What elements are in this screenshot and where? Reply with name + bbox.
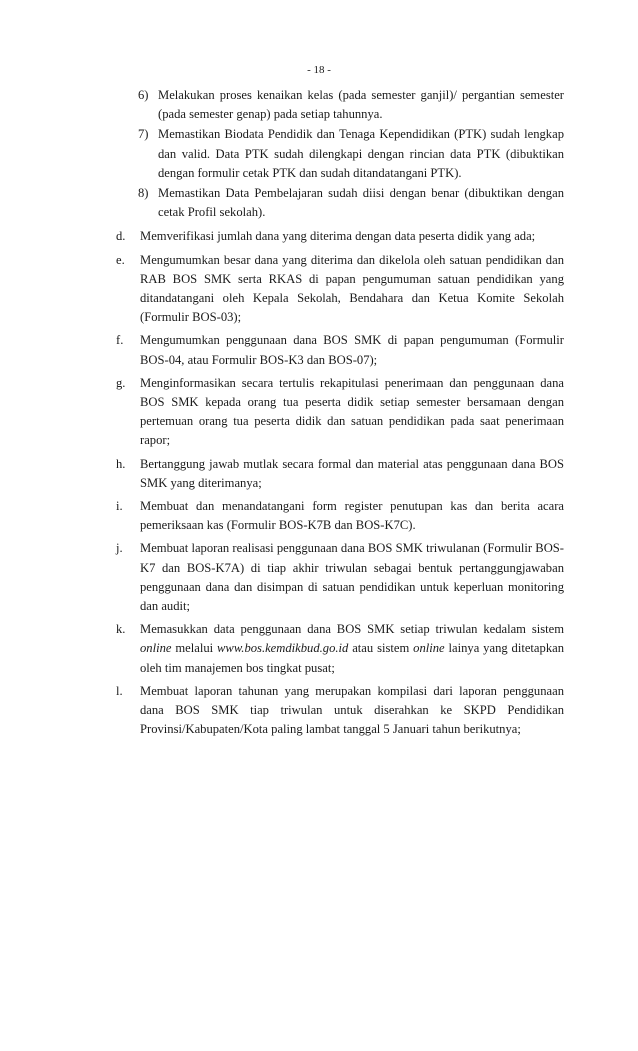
document-body (116, 86, 564, 744)
page-number: - 18 - (307, 64, 331, 76)
list-marker: k. (116, 622, 126, 637)
list-marker: g. (116, 375, 126, 390)
list-item-text: Memverifikasi jumlah dana yang diterima dengan data peserta didik yang ada; (140, 229, 536, 244)
list-item-text: Memastikan Biodata Pendidik dan Tenaga Kependidikan (PTK) sudah lengkap dan valid. Data PTK sudah dilengkapi dengan rincian data PTK (dibuktikan dengan formulir cetak PTK dan sudah ditandatangani PTK). (158, 127, 564, 180)
list-item-text: Bertanggung jawab mutlak secara formal dan material atas penggunaan dana BOS SMK yang diterimanya; (140, 456, 564, 490)
list-marker: d. (116, 229, 126, 244)
list-marker: h. (116, 456, 126, 471)
list-item (116, 125, 564, 183)
list-item (116, 620, 564, 678)
list-item (116, 331, 564, 369)
list-marker: j. (116, 541, 123, 556)
list-item (116, 497, 564, 535)
list-item (116, 682, 564, 740)
list-marker: 8) (138, 186, 149, 201)
website-url: www.bos.kemdikbud.go.id (217, 641, 349, 656)
list-item (116, 184, 564, 222)
italic-term: online (140, 641, 172, 656)
list-item (116, 251, 564, 328)
list-item-text: Memastikan Data Pembelajaran sudah diisi dengan benar (dibuktikan dengan cetak Profil sekolah). (158, 186, 564, 220)
list-item-text: Membuat dan menandatangani form register penutupan kas dan berita acara pemeriksaan kas (Formulir BOS-K7B dan BOS-K7C). (140, 499, 564, 533)
italic-term: online (413, 641, 445, 656)
list-marker: f. (116, 333, 124, 348)
text-segment: melalui (171, 641, 218, 656)
list-item-text: Membuat laporan realisasi penggunaan dana BOS SMK triwulanan (Formulir BOS-K7 dan BOS-K7A) di tiap akhir triwulan sebagai bentuk pertanggungjawaban penggunaan dana dan disimpan di satuan pendidikan untuk keperluan monitoring dan audit; (140, 541, 564, 614)
list-item (116, 227, 564, 246)
list-item-text: Membuat laporan tahunan yang merupakan kompilasi dari laporan penggunaan dana BOS SMK tiap triwulan untuk diserahkan ke SKPD Pendidikan Provinsi/Kabupaten/Kota paling lambat tanggal 5 Januari tahun berikutnya; (140, 683, 564, 737)
list-marker: i. (116, 499, 123, 514)
list-item-text (140, 620, 564, 678)
list-item (116, 455, 564, 493)
list-marker: 7) (138, 127, 149, 142)
list-item-text: Menginformasikan secara tertulis rekapitulasi penerimaan dan penggunaan dana BOS SMK kepada orang tua peserta didik setiap semester bersamaan dengan pertemuan orang tua peserta didik dan satuan pendidikan pada saat penerimaan rapor; (140, 375, 564, 448)
list-marker: e. (116, 252, 125, 267)
list-marker: 6) (138, 88, 149, 102)
list-item-text: Melakukan proses kenaikan kelas (pada semester ganjil)/ pergantian semester (pada semester genap) pada setiap tahunnya. (158, 88, 564, 122)
list-item (116, 374, 564, 451)
list-item-text: Mengumumkan besar dana yang diterima dan dikelola oleh satuan pendidikan dan RAB BOS SMK serta RKAS di papan pengumuman satuan pendidikan yang ditandatangani oleh Kepala Sekolah, Bendahara dan Ketua Komite Sekolah (Formulir BOS-03); (140, 252, 564, 325)
list-marker: l. (116, 683, 123, 698)
text-segment: lainya yang ditetapkan oleh tim manajemen bos tingkat pusat; (140, 641, 564, 675)
list-item (116, 86, 564, 124)
text-segment: Memasukkan data penggunaan dana BOS SMK setiap triwulan kedalam sistem (140, 622, 564, 637)
sub-list (116, 86, 564, 222)
list-item-text: Mengumumkan penggunaan dana BOS SMK di papan pengumuman (Formulir BOS-04, atau Formulir BOS-K3 dan BOS-07); (140, 333, 564, 367)
list-item (116, 539, 564, 616)
text-segment: atau sistem (348, 641, 414, 656)
